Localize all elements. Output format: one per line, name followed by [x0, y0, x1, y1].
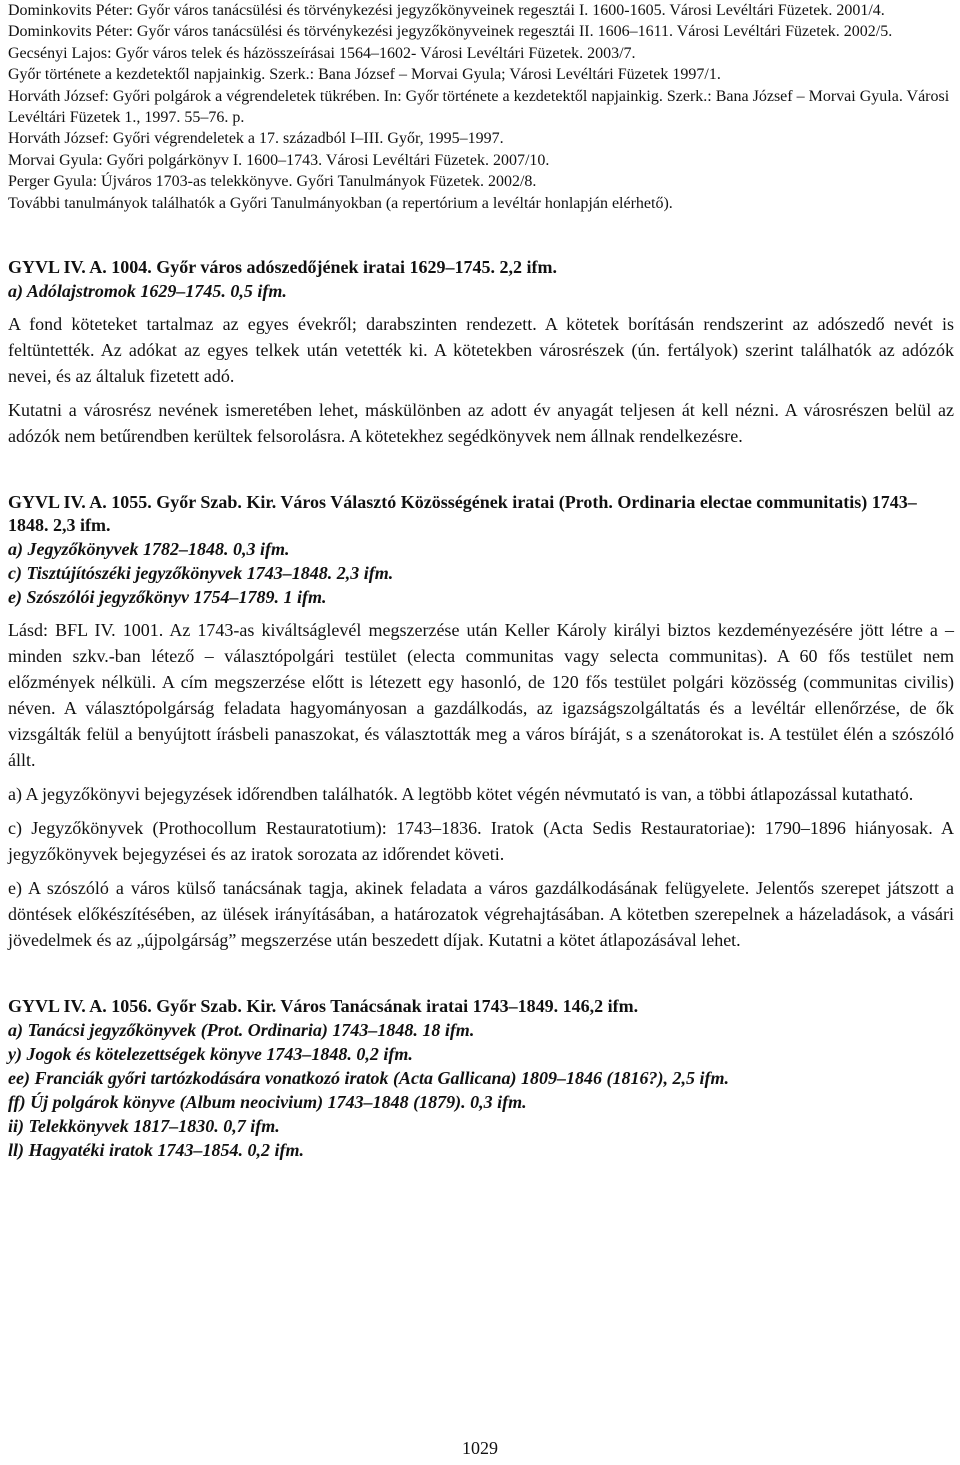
section-paragraph: Kutatni a városrész nevének ismeretében lehet, máskülönben az adott év anyagát teljesen át kell nézni. A városrészen belül az adózók nem betűrendben kerültek felsorolásra. A kötetekhez segédkönyvek nem állnak rendelkezésre. — [8, 400, 954, 447]
section-paragraph: Lásd: BFL IV. 1001. Az 1743-as kiváltságlevél megszerzése után Keller Károly királyi biztos kezdeményezésére jött létre a – minden szkv.-ban létező – választópolgári testület (electa communitas vagy selecta communitas). A 60 fős testület nem előzmények nélküli. A cím megszerzése előtt is létezett egy hasonló, de 120 fős testület polgári közösség (communitas civilis) néven. A választópolgárság feladata hagyományosan a gazdálkodás, az igazságszolgáltatás és a levéltár ellenőrzése, de ők vizsgálták felül a benyújtott írásbeli panaszokat, és választották meg a város bíráját, s a szenátorokat is. A testület élén a szószóló állt. — [8, 620, 954, 771]
section-paragraph: c) Jegyzőkönyvek (Prothocollum Restauratotium): 1743–1836. Iratok (Acta Sedis Restauratoriae): 1790–1896 hiányosak. A jegyzőkönyvek bejegyzései és az iratok sorozata az időrendet követi. — [8, 818, 954, 865]
series-title: a) Adólajstromok 1629–1745. 0,5 ifm. — [8, 281, 287, 302]
reference-item: Dominkovits Péter: Győr város tanácsülési és törvénykezési jegyzőkönyveinek regesztái II. 1606–1611. Városi Levéltári Füzetek. 2002/5. — [8, 23, 893, 41]
reference-item: Horváth József: Győri végrendeletek a 17. századból I–III. Győr, 1995–1997. — [8, 130, 504, 148]
reference-list — [8, 0, 954, 214]
section-paragraph: e) A szószóló a város külső tanácsának tagja, akinek feladata a város gazdálkodásának felügyelete. Jelentős szerepet játszott a döntések előkészítésében, az ülések irányításában, a határozatok végrehajtásában. A kötetben szerepelnek a házeladások, a vásári jövedelmek és az „újpolgárság” megszerzése után beszedett díjak. Kutatni a kötet átlapozásával lehet. — [8, 878, 954, 951]
series-title: c) Tisztújítószéki jegyzőkönyvek 1743–1848. 2,3 ifm. — [8, 563, 394, 584]
section-heading: GYVL IV. A. 1056. Győr Szab. Kir. Város Tanácsának iratai 1743–1849. 146,2 ifm. — [8, 996, 639, 1017]
series-title: y) Jogok és kötelezettségek könyve 1743–1848. 0,2 ifm. — [8, 1044, 413, 1065]
series-title: a) Jegyzőkönyvek 1782–1848. 0,3 ifm. — [8, 539, 290, 560]
series-title: ff) Új polgárok könyve (Album neocivium) 1743–1848 (1879). 0,3 ifm. — [8, 1092, 527, 1113]
reference-item: Horváth József: Győri polgárok a végrendeletek tükrében. In: Győr története a kezdetektől napjainkig. Szerk.: Bana József – Morvai Gyula. Városi Levéltári Füzetek 1., 1997. 55–76. p. — [8, 87, 950, 127]
reference-item: Gecsényi Lajos: Győr város telek és házösszeírásai 1564–1602- Városi Levéltári Füzetek. 2003/7. — [8, 44, 636, 62]
page-number: 1029 — [462, 1438, 498, 1458]
reference-item: További tanulmányok találhatók a Győri Tanulmányokban (a repertórium a levéltár honlapján elérhető). — [8, 194, 673, 212]
series-title: ll) Hagyatéki iratok 1743–1854. 0,2 ifm. — [8, 1140, 304, 1161]
reference-item: Győr története a kezdetektől napjainkig. Szerk.: Bana József – Morvai Gyula; Városi Levéltári Füzetek 1997/1. — [8, 66, 721, 84]
section-paragraph: A fond köteteket tartalmaz az egyes évekről; darabszinten rendezett. A kötetek borításán rendszerint az adószedő nevét is feltüntették. Az adókat az egyes telkek után vetették ki. A kötetekben városrészek (ún. fertályok) szerint találhatók az adózók nevei, és az általuk fizetett adó. — [8, 314, 954, 387]
section-1055 — [8, 491, 954, 953]
section-paragraph: a) A jegyzőkönyvi bejegyzések időrendben találhatók. A legtöbb kötet végén névmutató is van, a többi átlapozással kutatható. — [8, 784, 914, 805]
section-1004 — [8, 256, 954, 449]
reference-item: Morvai Gyula: Győri polgárkönyv I. 1600–1743. Városi Levéltári Füzetek. 2007/10. — [8, 151, 550, 169]
series-title: a) Tanácsi jegyzőkönyvek (Prot. Ordinaria) 1743–1848. 18 ifm. — [8, 1020, 475, 1041]
section-heading: GYVL IV. A. 1055. Győr Szab. Kir. Város Választó Közösségének iratai (Proth. Ordinaria electae communitatis) 1743–1848. 2,3 ifm. — [8, 492, 917, 536]
reference-item: Dominkovits Péter: Győr város tanácsülési és törvénykezési jegyzőkönyveinek regesztái I. 1600-1605. Városi Levéltári Füzetek. 2001/4. — [8, 2, 885, 19]
section-heading: GYVL IV. A. 1004. Győr város adószedőjének iratai 1629–1745. 2,2 ifm. — [8, 257, 558, 278]
series-title: e) Szószólói jegyzőkönyv 1754–1789. 1 ifm. — [8, 587, 327, 608]
document-page — [8, 0, 954, 1162]
series-title: ee) Franciák győri tartózkodására vonatkozó iratok (Acta Gallicana) 1809–1846 (1816?), 2,5 ifm. — [8, 1068, 729, 1089]
series-title: ii) Telekkönyvek 1817–1830. 0,7 ifm. — [8, 1116, 280, 1137]
section-1056 — [8, 995, 954, 1162]
reference-item: Perger Gyula: Újváros 1703-as telekkönyve. Győri Tanulmányok Füzetek. 2002/8. — [8, 173, 537, 191]
